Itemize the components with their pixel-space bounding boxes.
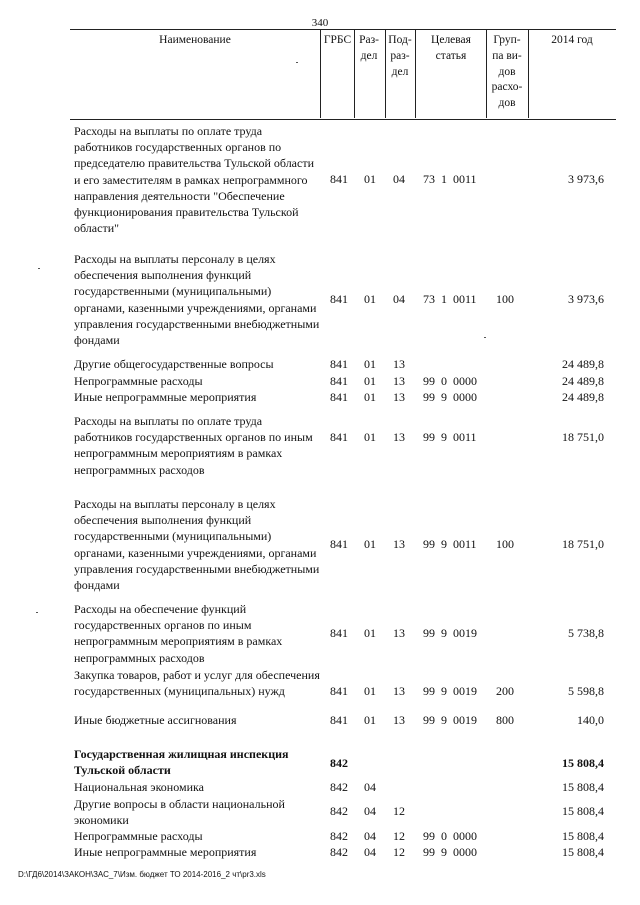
scan-mark (36, 612, 38, 613)
sum-cell: 15 808,4 (562, 756, 604, 770)
header-razdel: Раз- дел (359, 34, 379, 62)
grbs-cell: 841 (330, 357, 348, 371)
grbs-cell: 842 (330, 780, 348, 794)
divider (415, 29, 416, 118)
file-path-footer: D:\ГД6\2014\ЗАКОН\ЗАС_7\Изм. бюджет ТО 2014-2016_2 чт\pr3.xls (18, 870, 266, 879)
podrazdel-cell: 12 (393, 829, 405, 843)
target-cell: 99 9 0011 (423, 537, 477, 551)
target-cell: 99 9 0000 (423, 390, 477, 404)
razdel-cell: 04 (364, 804, 376, 818)
row-name: Иные непрограммные мероприятия (74, 845, 257, 859)
header-name: Наименование (159, 34, 231, 46)
scan-mark (296, 62, 298, 63)
sum-cell: 3 973,6 (568, 292, 604, 306)
row-name: Другие общегосударственные вопросы (74, 357, 274, 371)
sum-cell: 15 808,4 (562, 829, 604, 843)
grbs-cell: 842 (330, 756, 348, 770)
razdel-cell: 01 (364, 172, 376, 186)
divider (354, 29, 355, 118)
row-name: Расходы на выплаты по оплате труда работников государственных органов по председателю правительства Тульской области и его заместителям в рамках непрограммного направления деятельности "Обеспечение функционирования правительства Тульской области" (74, 124, 314, 236)
target-cell: 99 9 0011 (423, 430, 477, 444)
group-cell: 800 (496, 713, 514, 727)
razdel-cell: 01 (364, 292, 376, 306)
scan-mark (38, 268, 40, 269)
row-name: Непрограммные расходы (74, 374, 203, 388)
razdel-cell: 01 (364, 430, 376, 444)
sum-cell: 3 973,6 (568, 172, 604, 186)
row-name: Другие вопросы в области национальной экономики (74, 797, 285, 828)
podrazdel-cell: 13 (393, 713, 405, 727)
grbs-cell: 842 (330, 804, 348, 818)
podrazdel-cell: 13 (393, 626, 405, 640)
target-cell: 99 9 0000 (423, 845, 477, 859)
row-name: Расходы на обеспечение функций государственных органов по иным непрограммным мероприятиям в рамках непрограммных расходов (74, 602, 283, 665)
grbs-cell: 841 (330, 430, 348, 444)
grbs-cell: 841 (330, 374, 348, 388)
razdel-cell: 01 (364, 374, 376, 388)
grbs-cell: 842 (330, 829, 348, 843)
target-cell: 99 9 0019 (423, 713, 477, 727)
group-cell: 100 (496, 292, 514, 306)
sum-cell: 5 598,8 (568, 684, 604, 698)
scan-mark (484, 337, 486, 338)
podrazdel-cell: 04 (393, 292, 405, 306)
sum-cell: 15 808,4 (562, 804, 604, 818)
grbs-cell: 841 (330, 292, 348, 306)
sum-cell: 24 489,8 (562, 374, 604, 388)
sum-cell: 15 808,4 (562, 780, 604, 794)
sum-cell: 24 489,8 (562, 357, 604, 371)
razdel-cell: 01 (364, 626, 376, 640)
row-name: Иные непрограммные мероприятия (74, 390, 257, 404)
podrazdel-cell: 12 (393, 845, 405, 859)
razdel-cell: 01 (364, 537, 376, 551)
header-group: Груп- па ви- дов расхо- дов (491, 34, 523, 110)
row-name: Закупка товаров, работ и услуг для обеспечения государственных (муниципальных) нужд (74, 668, 320, 699)
grbs-cell: 841 (330, 684, 348, 698)
row-name: Расходы на выплаты персоналу в целях обеспечения выполнения функций государственными (муниципальными) органами, казенными учреждениями, органами управления государственными внебюджетными фондами (74, 497, 320, 593)
sum-cell: 140,0 (577, 713, 604, 727)
sum-cell: 18 751,0 (562, 430, 604, 444)
sum-cell: 5 738,8 (568, 626, 604, 640)
grbs-cell: 841 (330, 390, 348, 404)
divider (528, 29, 529, 118)
podrazdel-cell: 13 (393, 430, 405, 444)
row-name: Иные бюджетные ассигнования (74, 713, 237, 727)
podrazdel-cell: 13 (393, 537, 405, 551)
razdel-cell: 01 (364, 713, 376, 727)
podrazdel-cell: 13 (393, 357, 405, 371)
razdel-cell: 04 (364, 845, 376, 859)
grbs-cell: 841 (330, 172, 348, 186)
target-cell: 99 0 0000 (423, 829, 477, 843)
grbs-cell: 841 (330, 537, 348, 551)
row-name: Расходы на выплаты по оплате труда работников государственных органов по иным непрограммным мероприятиям в рамках непрограммных расходов (74, 414, 313, 477)
target-cell: 99 9 0019 (423, 684, 477, 698)
grbs-cell: 842 (330, 845, 348, 859)
divider (385, 29, 386, 118)
target-cell: 73 1 0011 (423, 292, 477, 306)
page-number: 340 (311, 17, 329, 29)
row-name: Государственная жилищная инспекция Тульской области (74, 747, 289, 778)
grbs-cell: 841 (330, 626, 348, 640)
header-podrazdel: Под- раз- дел (388, 34, 412, 78)
row-name: Непрограммные расходы (74, 829, 203, 843)
podrazdel-cell: 12 (393, 804, 405, 818)
grbs-cell: 841 (330, 713, 348, 727)
target-cell: 99 9 0019 (423, 626, 477, 640)
header-grbs: ГРБС (323, 34, 352, 46)
razdel-cell: 01 (364, 684, 376, 698)
target-cell: 99 0 0000 (423, 374, 477, 388)
group-cell: 200 (496, 684, 514, 698)
group-cell: 100 (496, 537, 514, 551)
podrazdel-cell: 13 (393, 374, 405, 388)
divider (486, 29, 487, 118)
sum-cell: 15 808,4 (562, 845, 604, 859)
target-cell: 73 1 0011 (423, 172, 477, 186)
razdel-cell: 04 (364, 829, 376, 843)
header-target: Целевая статья (431, 34, 471, 62)
podrazdel-cell: 04 (393, 172, 405, 186)
header-year: 2014 год (551, 34, 593, 46)
razdel-cell: 01 (364, 357, 376, 371)
row-name: Расходы на выплаты персоналу в целях обеспечения выполнения функций государственными (муниципальными) органами, казенными учреждениями, органами управления государственными внебюджетными фондами (74, 252, 320, 348)
sum-cell: 18 751,0 (562, 537, 604, 551)
row-name: Национальная экономика (74, 780, 204, 794)
razdel-cell: 04 (364, 780, 376, 794)
podrazdel-cell: 13 (393, 684, 405, 698)
razdel-cell: 01 (364, 390, 376, 404)
podrazdel-cell: 13 (393, 390, 405, 404)
sum-cell: 24 489,8 (562, 390, 604, 404)
